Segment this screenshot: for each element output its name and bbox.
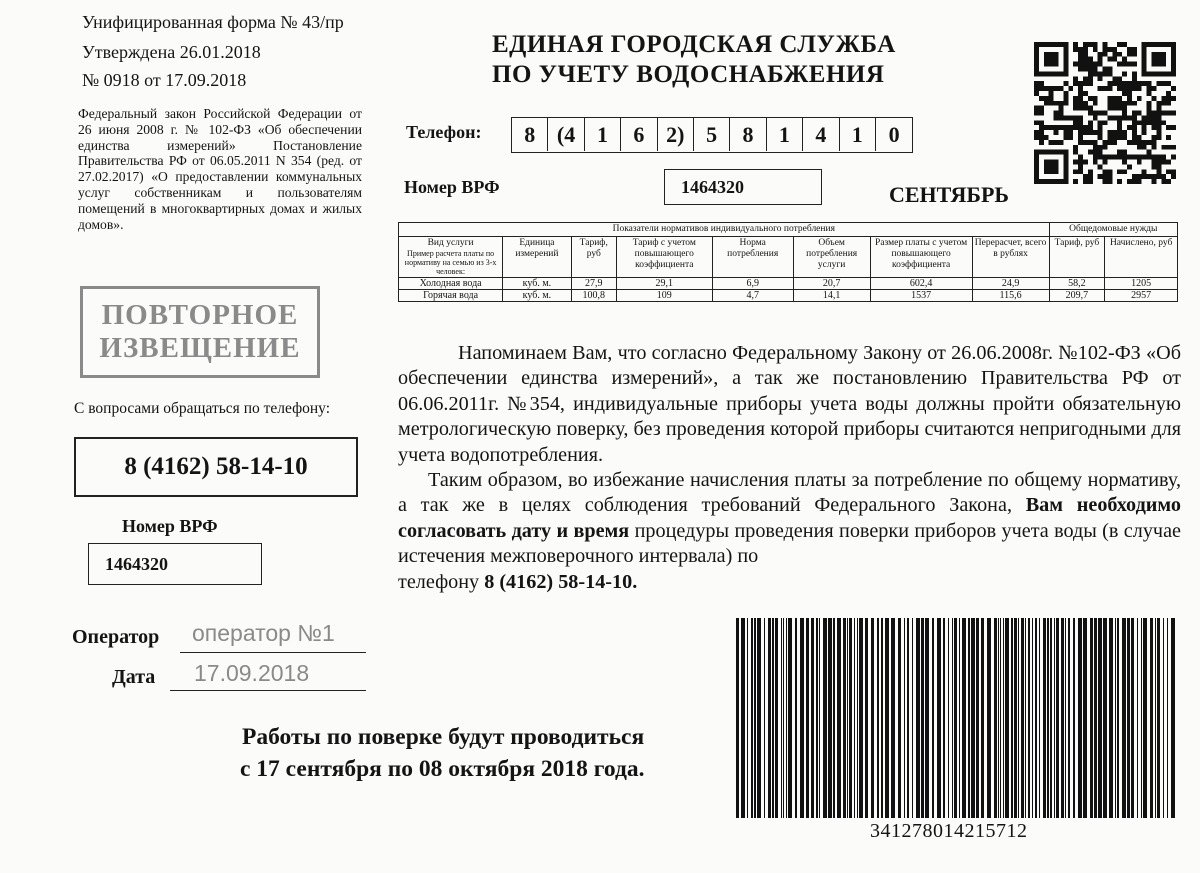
- phone-cell: 4: [803, 118, 839, 151]
- table-header-unit: Единица измерений: [503, 237, 571, 278]
- law-reference: Федеральный закон Российской Федерации от 26 июня 2008 г. № 102-ФЗ «Об обеспечении единства измерений» Постановление Правительства РФ от 06.05.2011 N 354 (ред. от 27.02.2017) «О предоставлении коммунальных услуг собственникам и пользователям помещений в многоквартирных домах и жилых домов».: [78, 106, 362, 232]
- vrf-number-box: 1464320: [88, 543, 262, 585]
- notice-body: [398, 341, 1181, 595]
- cell-common-tariff: 58,2: [1049, 278, 1105, 290]
- phone-cell: 2): [658, 118, 694, 151]
- cell-tariff: 27,9: [571, 278, 616, 290]
- phone-cell: 1: [840, 118, 876, 151]
- questions-label: С вопросами обращаться по телефону:: [74, 400, 331, 417]
- body-p2-emphasis: Вам необходимо согласовать дату и время: [398, 494, 1181, 542]
- form-approved-date: Утверждена 26.01.2018: [82, 42, 261, 62]
- table-header-service-title: Вид услуги: [427, 238, 474, 248]
- phone-cell: 5: [694, 118, 730, 151]
- form-order-number: № 0918 от 17.09.2018: [82, 70, 247, 90]
- cell-tariff-coef: 29,1: [616, 278, 712, 290]
- table-header-common-charged: Начислено, руб: [1105, 237, 1178, 278]
- body-paragraph-1: Напоминаем Вам, что согласно Федеральному Закону от 26.06.2008г. №102-ФЗ «Об обеспечении единства измерений», а так же постановлению Правительства РФ от 06.06.2011г. №354, индивидуальные приборы учета воды должны пройти обязательную метрологическую поверку, без проведения которой приборы считаются непригодными для учета водопотребления.: [398, 342, 1181, 466]
- date-value: 17.09.2018: [194, 660, 310, 686]
- table-header-common-tariff: Тариф, руб: [1049, 237, 1105, 278]
- repeat-notice-stamp: [80, 286, 320, 378]
- body-phone-prefix: телефону: [398, 570, 485, 593]
- stamp-line-1: ПОВТОРНОЕ: [101, 299, 299, 331]
- cell-common-charged: 1205: [1105, 278, 1178, 290]
- phone-digit-cells: [511, 117, 913, 153]
- works-period-line-2: с 17 сентября по 08 октября 2018 года.: [240, 756, 645, 782]
- table-header-recalc: Перерасчет, всего в рублях: [972, 237, 1049, 278]
- table-header-tariff: Тариф, руб: [571, 237, 616, 278]
- phone-label: Телефон:: [406, 122, 482, 142]
- cell-unit: куб. м.: [503, 278, 571, 290]
- table-row: [399, 278, 1178, 290]
- cell-unit: куб. м.: [503, 290, 571, 302]
- body-phone-number: 8 (4162) 58-14-10.: [484, 570, 638, 593]
- tariff-table: [398, 222, 1178, 302]
- operator-label: Оператор: [72, 626, 160, 648]
- body-p2-start: Таким образом, во избежание начисления платы за потребление по общему нормативу, а так же в целях соблюдения требований Федерального Закона,: [398, 469, 1181, 517]
- barcode-number: 341278014215712: [870, 820, 1028, 842]
- cell-payment: 1537: [870, 290, 972, 302]
- body-phone-line: [398, 570, 1181, 595]
- cell-volume: 14,1: [793, 290, 870, 302]
- table-header-service-note: Пример расчета платы по нормативу на семью из 3-х человек:: [404, 249, 497, 276]
- billing-month: СЕНТЯБРЬ: [889, 182, 1009, 207]
- cell-recalc: 24,9: [972, 278, 1049, 290]
- phone-cell: 6: [621, 118, 657, 151]
- org-title-line-2: ПО УЧЕТУ ВОДОСНАБЖЕНИЯ: [492, 61, 885, 88]
- organization-title: [492, 30, 896, 90]
- table-header-volume: Объем потребления услуги: [793, 237, 870, 278]
- table-row: [399, 290, 1178, 302]
- body-paragraph-2: [398, 468, 1181, 570]
- form-number: Унифицированная форма № 43/пр: [82, 12, 344, 32]
- phone-cell: 1: [767, 118, 803, 151]
- cell-tariff: 100,8: [571, 290, 616, 302]
- operator-signature-line: [180, 652, 366, 653]
- table-header-norm: Норма потребления: [712, 237, 793, 278]
- cell-norm: 6,9: [712, 278, 793, 290]
- body-p2-end: процедуры проведения поверки приборов учета воды (в случае истечения межповерочного интервала) по: [398, 519, 1181, 568]
- stamp-line-2: ИЗВЕЩЕНИЕ: [99, 332, 301, 364]
- contact-phone-box: 8 (4162) 58-14-10: [74, 437, 358, 497]
- cell-payment: 602,4: [870, 278, 972, 290]
- cell-recalc: 115,6: [972, 290, 1049, 302]
- table-header-payment: Размер платы с учетом повышающего коэффициента: [870, 237, 972, 278]
- works-period-line-1: Работы по поверке будут проводиться: [242, 724, 645, 750]
- barcode: [736, 618, 1178, 818]
- phone-cell: 8: [730, 118, 766, 151]
- phone-cell: 0: [888, 121, 900, 147]
- cell-tariff-coef: 109: [616, 290, 712, 302]
- cell-norm: 4,7: [712, 290, 793, 302]
- operator-value: оператор №1: [192, 620, 335, 646]
- phone-cell: 8: [512, 118, 548, 151]
- cell-common-charged: 2957: [1105, 290, 1178, 302]
- date-signature-line: [170, 690, 366, 691]
- cell-service: Холодная вода: [399, 278, 503, 290]
- vrf-number-header-box: 1464320: [664, 169, 822, 205]
- vrf-label-header: Номер ВРФ: [404, 177, 500, 197]
- phone-cell: (4: [548, 118, 584, 151]
- vrf-label: Номер ВРФ: [122, 516, 218, 536]
- date-label: Дата: [112, 666, 156, 688]
- cell-common-tariff: 209,7: [1049, 290, 1105, 302]
- table-group-common: Общедомовые нужды: [1049, 223, 1177, 237]
- cell-volume: 20,7: [793, 278, 870, 290]
- table-group-individual: Показатели нормативов индивидуального потребления: [399, 223, 1050, 237]
- org-title-line-1: ЕДИНАЯ ГОРОДСКАЯ СЛУЖБА: [492, 31, 896, 58]
- qr-code: [1034, 42, 1176, 184]
- phone-cell: 1: [585, 118, 621, 151]
- table-header-tariff-coef: Тариф с учетом повышающего коэффициента: [616, 237, 712, 278]
- cell-service: Горячая вода: [399, 290, 503, 302]
- table-header-service: [399, 237, 503, 278]
